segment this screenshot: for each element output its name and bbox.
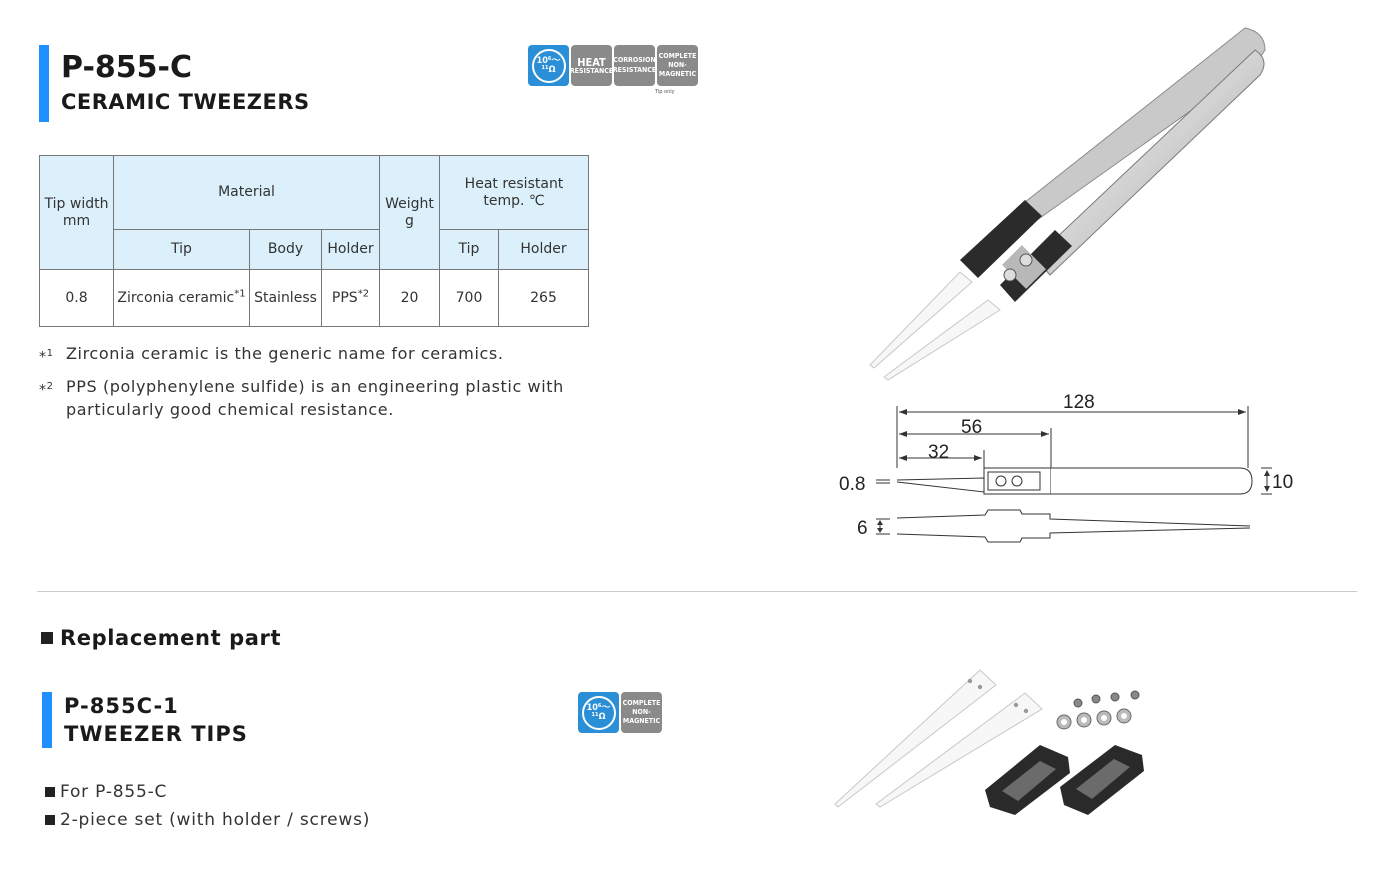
- non-magnetic-icon: COMPLETE NON- MAGNETIC: [621, 692, 662, 733]
- spec-table: [39, 155, 589, 327]
- product-name: CERAMIC TWEEZERS: [61, 90, 310, 114]
- replacement-title-block: [42, 692, 248, 748]
- header-heat: Heat resistant temp. ℃: [440, 156, 589, 230]
- table-row: [40, 270, 589, 327]
- title-accent-bar: [42, 692, 52, 748]
- dim-tipwidth-label: 0.8: [839, 474, 866, 495]
- dim-tip-label: 32: [928, 442, 950, 463]
- section-divider: [37, 591, 1357, 592]
- product-code: P-855-C: [61, 50, 193, 85]
- replacement-bullets: [45, 778, 370, 834]
- static-dissipative-icon: 10⁶〜¹¹Ω: [528, 45, 569, 86]
- title-accent-bar: [39, 45, 49, 122]
- header-tip-width: Tip width mm: [40, 156, 114, 270]
- heat-resistance-icon: HEAT RESISTANCE: [571, 45, 612, 86]
- cell-tip-material: Zirconia ceramic$^{*1}$: [114, 270, 250, 327]
- header-heat-holder: Holder: [499, 230, 589, 270]
- dim-open-label: 6: [857, 518, 868, 539]
- replacement-badges: [578, 692, 662, 733]
- header-weight: Weight g: [380, 156, 440, 270]
- cell-heat-holder: 265: [499, 270, 589, 327]
- dimension-drawing: [830, 388, 1310, 553]
- footnote-1: *$^1$ Zirconia ceramic is the generic name for ceramics.: [39, 344, 504, 366]
- list-item: 2-piece set (with holder / screws): [45, 806, 370, 834]
- non-magnetic-icon: COMPLETE NON- MAGNETIC: [657, 45, 698, 86]
- footnotes: [39, 342, 606, 426]
- header-heat-tip: Tip: [440, 230, 499, 270]
- replacement-parts-photo: [830, 665, 1160, 825]
- dim-total-label: 128: [1063, 392, 1095, 413]
- cell-body: Stainless: [250, 270, 322, 327]
- replacement-name: TWEEZER TIPS: [64, 722, 248, 746]
- dim-mid-label: 56: [961, 417, 983, 438]
- square-bullet-icon: [41, 632, 53, 644]
- cell-weight: 20: [380, 270, 440, 327]
- replacement-heading: Replacement part: [41, 626, 281, 650]
- tweezers-photo: [860, 20, 1280, 385]
- cell-holder: PPS$^{*2}$: [322, 270, 380, 327]
- dim-height-label: 10: [1272, 472, 1294, 493]
- footnote-2: *$^2$ PPS (polyphenylene sulfide) is an engineering plastic with particularly good chemical resistance.: [39, 376, 564, 419]
- static-dissipative-icon: 10⁶〜¹¹Ω: [578, 692, 619, 733]
- badge-note: Tip only: [655, 89, 675, 95]
- header-tip: Tip: [114, 230, 250, 270]
- feature-badges: [528, 45, 698, 86]
- header-material: Material: [114, 156, 380, 230]
- header-holder: Holder: [322, 230, 380, 270]
- product-title-block: [39, 45, 310, 122]
- replacement-code: P-855C-1: [64, 694, 179, 718]
- cell-tip-width: 0.8: [40, 270, 114, 327]
- corrosion-resistance-icon: CORROSION RESISTANCE: [614, 45, 655, 86]
- cell-heat-tip: 700: [440, 270, 499, 327]
- header-body: Body: [250, 230, 322, 270]
- list-item: For P-855-C: [45, 778, 370, 806]
